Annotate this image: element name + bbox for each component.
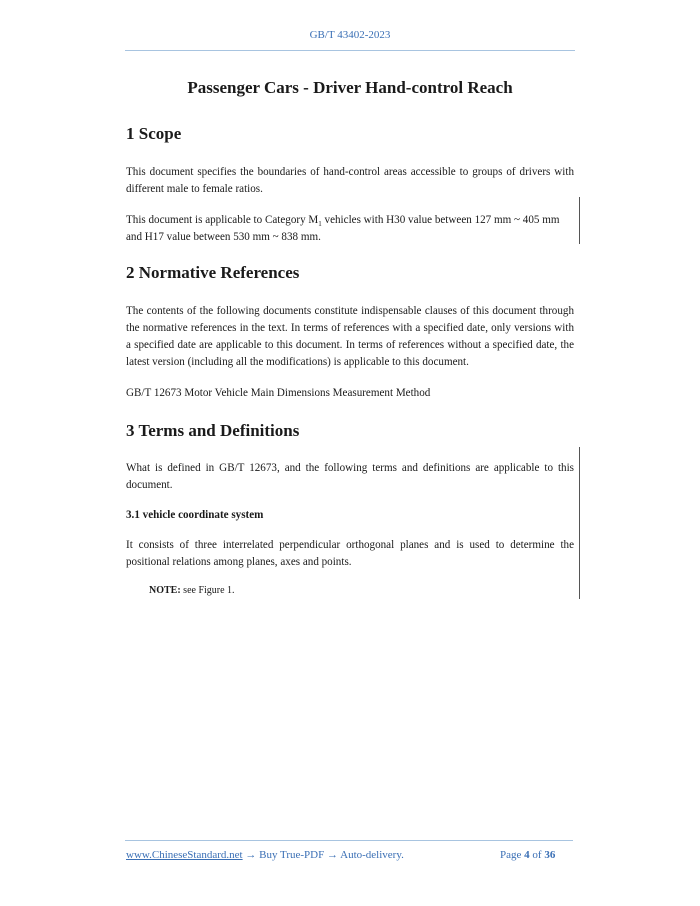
- page-total: 36: [544, 849, 556, 861]
- section-heading-normative-references: 2 Normative References: [126, 263, 300, 282]
- category-subscript: 1: [318, 220, 322, 229]
- section-heading-scope: 1 Scope: [126, 124, 182, 143]
- revision-bar: [579, 447, 580, 599]
- note-label: NOTE:: [149, 585, 181, 596]
- standard-code-header: GB/T 43402-2023: [309, 29, 391, 41]
- term-heading-vehicle-coordinate-system: 3.1 vehicle coordinate system: [126, 509, 264, 521]
- scope-paragraph-2: This document is applicable to Category $M_1$ vehicles with H30 value between 127 mm ~ 405 mm and H17 value between 530 mm ~ 838 mm.: [126, 214, 560, 243]
- footer-divider: [125, 840, 573, 841]
- page-current: 4: [524, 849, 530, 861]
- terms-paragraph: What is defined in GB/T 12673, and the following terms and definitions are applicable to this document.: [126, 462, 574, 491]
- header-divider: [125, 50, 575, 51]
- page-indicator: Page 4 of 36: [500, 849, 556, 861]
- revision-bar: [579, 197, 580, 244]
- auto-delivery-text: Auto-delivery.: [340, 849, 404, 861]
- site-link[interactable]: www.ChineseStandard.net: [126, 849, 243, 861]
- normative-reference-item: GB/T 12673 Motor Vehicle Main Dimensions Measurement Method: [126, 387, 431, 399]
- buy-true-pdf-link[interactable]: Buy True-PDF: [259, 849, 325, 861]
- note-figure-reference: NOTE: see Figure 1.: [149, 585, 235, 596]
- term-definition: It consists of three interrelated perpendicular orthogonal planes and is used to determine the positional relations among planes, axes and points.: [126, 539, 574, 568]
- normative-paragraph: The contents of the following documents constitute indispensable clauses of this document through the normative references in the text. In terms of references with a specified date, only versions with a specified date are applicable to this document. In terms of references without a specified date, the latest version (including all the modifications) is applicable to this document.: [126, 305, 574, 368]
- footer-links: www.ChineseStandard.net → Buy True-PDF → Auto-delivery.: [126, 849, 404, 861]
- scope-paragraph-1: This document specifies the boundaries of hand-control areas accessible to groups of drivers with different male to female ratios.: [126, 166, 574, 195]
- document-title: Passenger Cars - Driver Hand-control Reach: [187, 78, 513, 97]
- section-heading-terms-definitions: 3 Terms and Definitions: [126, 421, 300, 440]
